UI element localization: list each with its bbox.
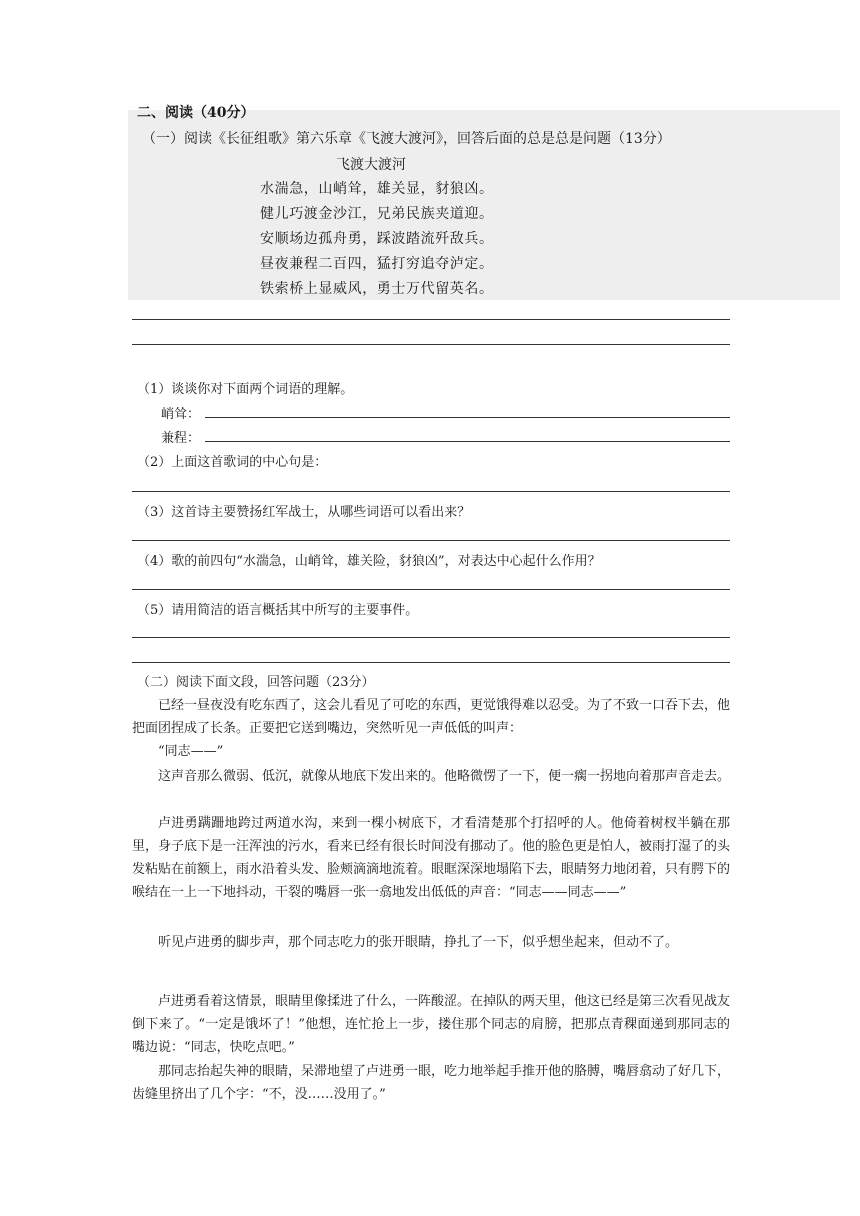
poem-title: 飞渡大渡河	[336, 157, 406, 173]
question-1b-label: 兼程：	[161, 431, 201, 446]
answer-line	[132, 637, 730, 638]
poem-line: 铁索桥上显威风，勇士万代留英名。	[260, 281, 494, 297]
answer-line	[205, 417, 730, 418]
answer-line	[132, 589, 730, 590]
answer-line	[132, 491, 730, 492]
poem-line: 昼夜兼程二百四，猛打穷追夺泸定。	[260, 256, 494, 272]
question-5: （5）请用简洁的语言概括其中所写的主要事件。	[137, 603, 419, 618]
passage-paragraph: 卢进勇蹒跚地跨过两道水沟，来到一棵小树底下，才看清楚那个打招呼的人。他倚着树杈半躺在那里，身子底下是一汪浑浊的污水，看来已经有很长时间没有挪动了。他的脸色更是怕人，被雨打湿了的头发粘贴在前额上，雨水沿着头发、脸颊滴滴地流着。眼眶深深地塌陷下去，眼睛努力地闭着，只有腭下的喉结在一上一下地抖动，干裂的嘴唇一张一翕地发出低低的声音：“同志——同志——”	[132, 816, 731, 900]
part2-title: （二）阅读下面文段，回答问题（23分）	[137, 675, 375, 690]
question-4: （4）歌的前四句“水湍急，山峭耸，雄关险，豺狼凶”，对表达中心起什么作用？	[137, 554, 601, 569]
passage-paragraph: “同志——”	[158, 744, 224, 759]
question-1: （1）谈谈你对下面两个词语的理解。	[137, 382, 354, 397]
passage-paragraph: 这声音那么微弱、低沉，就像从地底下发出来的。他略微愣了一下，便一瘸一拐地向着那声音走去。	[158, 769, 731, 784]
scanned-poem-block	[128, 110, 840, 300]
question-1a-label: 峭耸：	[161, 407, 201, 422]
answer-line	[132, 540, 730, 541]
poem-line: 安顺场边孤舟勇，踩波踏流歼敌兵。	[260, 231, 494, 247]
passage-paragraph: 那同志抬起失神的眼睛，呆滞地望了卢进勇一眼，吃力地举起手推开他的胳膊，嘴唇翕动了好几下，齿缝里挤出了几个字：“不，没……没用了。”	[132, 1064, 731, 1102]
poem-line: 健儿巧渡金沙江，兄弟民族夹道迎。	[260, 206, 494, 222]
passage-paragraph: 已经一昼夜没有吃东西了，这会儿看见了可吃的东西，更觉饿得难以忍受。为了不致一口吞下去，他把面团捏成了长条。正要把它送到嘴边，突然听见一声低低的叫声：	[132, 698, 731, 736]
part1-title: （一）阅读《长征组歌》第六乐章《飞渡大渡河》，回答后面的总是总是问题（13分）	[142, 131, 671, 147]
passage-paragraph: 卢进勇看着这情景，眼睛里像揉进了什么，一阵酸涩。在掉队的两天里，他这已经是第三次看见战友倒下来了。“一定是饿坏了！”他想，连忙抢上一步，搂住那个同志的肩膀，把那点青稞面递到那同志的嘴边说：“同志，快吃点吧。”	[132, 994, 731, 1055]
section-heading: 二、阅读（40分）	[137, 105, 255, 121]
answer-line	[205, 441, 730, 442]
question-2: （2）上面这首歌词的中心句是：	[137, 455, 328, 470]
answer-line	[132, 319, 730, 320]
answer-line	[132, 662, 730, 663]
question-3: （3）这首诗主要赞扬红军战士，从哪些词语可以看出来？	[137, 505, 471, 520]
answer-line	[132, 344, 730, 345]
passage-paragraph: 听见卢进勇的脚步声，那个同志吃力的张开眼睛，挣扎了一下，似乎想坐起来，但动不了。	[158, 935, 679, 950]
poem-line: 水湍急，山峭耸，雄关显，豺狼凶。	[260, 181, 494, 197]
